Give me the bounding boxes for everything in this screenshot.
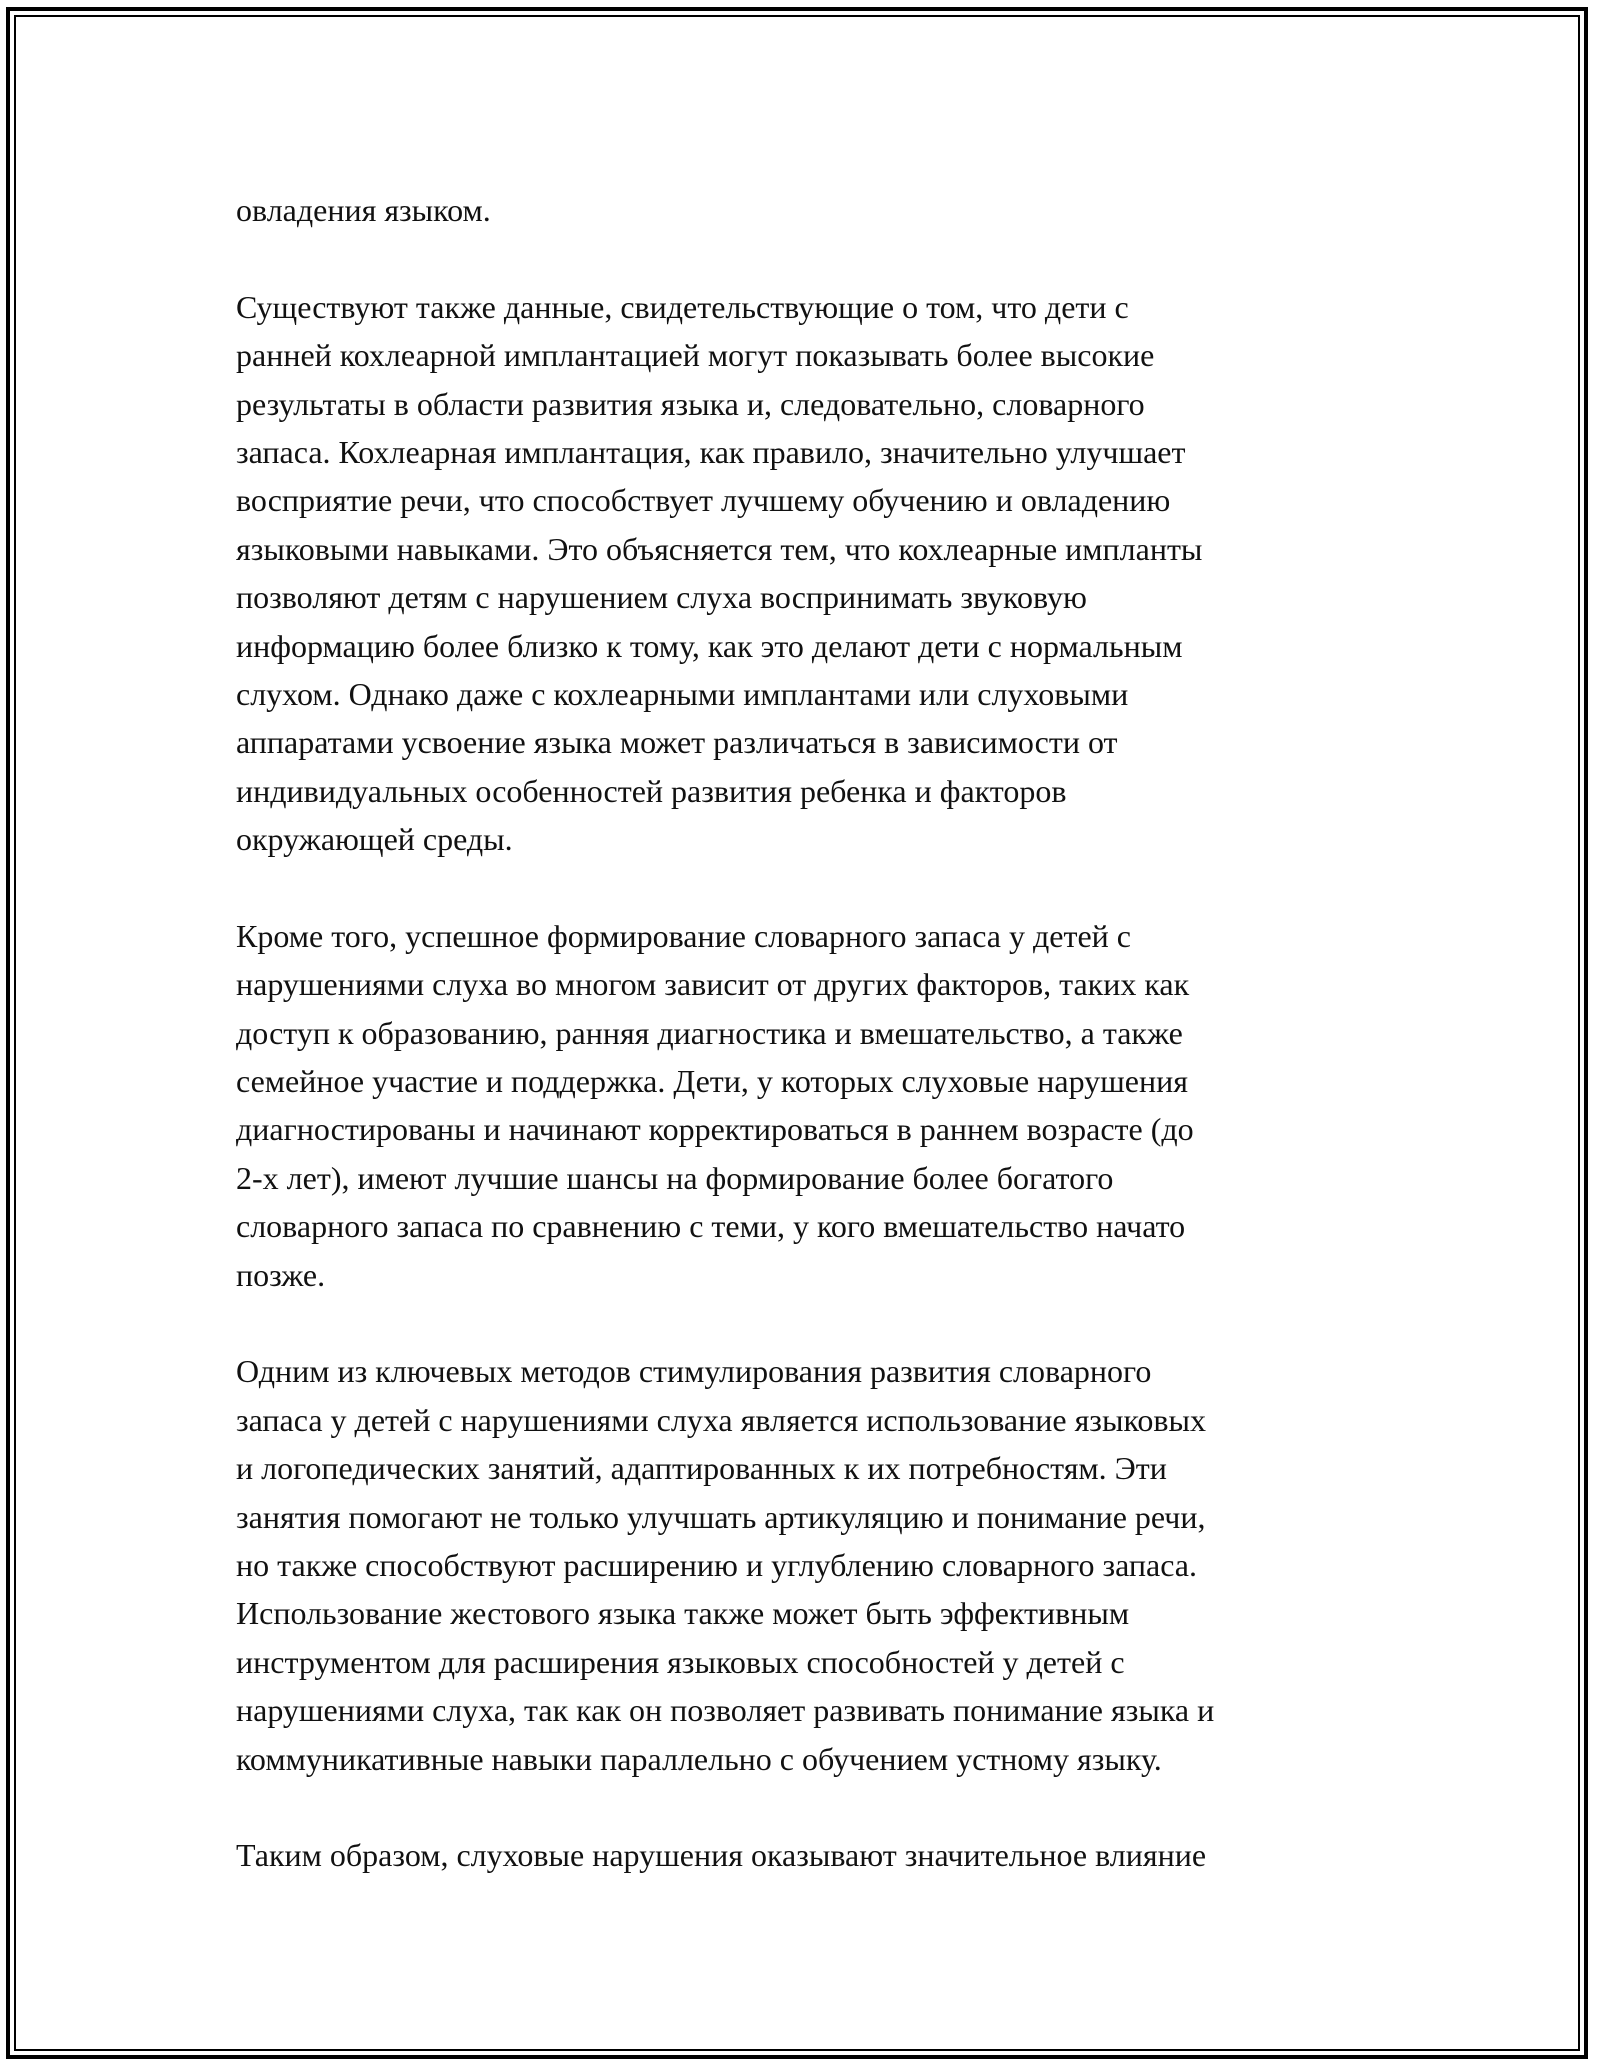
text-line: нарушениями слуха во многом зависит от других факторов, таких как bbox=[236, 966, 1190, 1003]
text-line: коммуникативные навыки параллельно с обучением устному языку. bbox=[236, 1740, 1162, 1777]
paragraph-4 bbox=[236, 1347, 1376, 1783]
text-line: слухом. Однако даже с кохлеарными имплантами или слуховыми bbox=[236, 675, 1129, 712]
text-line: словарного запаса по сравнению с теми, у кого вмешательство начато bbox=[236, 1208, 1186, 1245]
text-line: занятия помогают не только улучшать артикуляцию и понимание речи, bbox=[236, 1498, 1206, 1535]
text-line: семейное участие и поддержка. Дети, у которых слуховые нарушения bbox=[236, 1063, 1188, 1100]
paragraph-3 bbox=[236, 912, 1376, 1299]
text-line: диагностированы и начинают корректироваться в раннем возрасте (до bbox=[236, 1111, 1194, 1148]
text-line: доступ к образованию, ранняя диагностика и вмешательство, а также bbox=[236, 1014, 1183, 1051]
text-line: инструментом для расширения языковых способностей у детей с bbox=[236, 1643, 1125, 1680]
paragraph-1 bbox=[236, 186, 1376, 234]
text-line: восприятие речи, что способствует лучшему обучению и овладению bbox=[236, 482, 1171, 519]
paragraph-2 bbox=[236, 283, 1376, 864]
text-line: позволяют детям с нарушением слуха воспринимать звуковую bbox=[236, 579, 1087, 616]
text-line: Таким образом, слуховые нарушения оказывают значительное влияние bbox=[236, 1837, 1207, 1874]
text-line: позже. bbox=[236, 1256, 326, 1293]
text-line: нарушениями слуха, так как он позволяет развивать понимание языка и bbox=[236, 1692, 1215, 1729]
text-line: результаты в области развития языка и, следовательно, словарного bbox=[236, 385, 1145, 422]
text-line: Кроме того, успешное формирование словарного запаса у детей с bbox=[236, 917, 1131, 954]
document-body bbox=[236, 186, 1376, 1928]
text-line: Существуют также данные, свидетельствующие о том, что дети с bbox=[236, 288, 1129, 325]
paragraph-5 bbox=[236, 1831, 1376, 1879]
text-line: окружающей среды. bbox=[236, 821, 513, 858]
text-line: ранней кохлеарной имплантацией могут показывать более высокие bbox=[236, 337, 1155, 374]
text-line: запаса. Кохлеарная имплантация, как правило, значительно улучшает bbox=[236, 433, 1186, 470]
text-line: и логопедических занятий, адаптированных к их потребностям. Эти bbox=[236, 1450, 1167, 1487]
text-line: запаса у детей с нарушениями слуха является использование языковых bbox=[236, 1401, 1206, 1438]
text-line: информацию более близко к тому, как это делают дети с нормальным bbox=[236, 627, 1183, 664]
text-line: аппаратами усвоение языка может различаться в зависимости от bbox=[236, 724, 1118, 761]
text-line: индивидуальных особенностей развития ребенка и факторов bbox=[236, 772, 1067, 809]
text-line: языковыми навыками. Это объясняется тем, что кохлеарные импланты bbox=[236, 530, 1203, 567]
text-line: овладения языком. bbox=[236, 192, 491, 228]
text-line: 2-х лет), имеют лучшие шансы на формирование более богатого bbox=[236, 1159, 1114, 1196]
text-line: но также способствуют расширению и углублению словарного запаса. bbox=[236, 1546, 1197, 1583]
text-line: Использование жестового языка также может быть эффективным bbox=[236, 1595, 1130, 1632]
text-line: Одним из ключевых методов стимулирования развития словарного bbox=[236, 1353, 1152, 1390]
